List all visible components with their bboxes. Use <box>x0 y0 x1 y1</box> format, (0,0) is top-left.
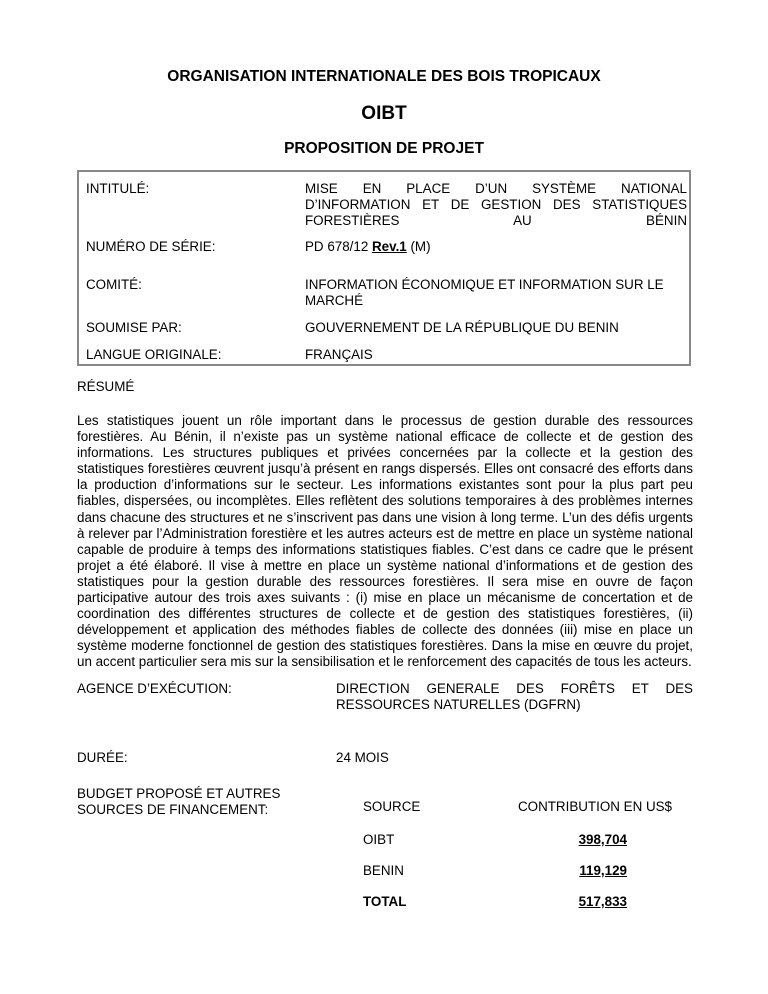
title-label: INTITULÉ: <box>86 181 150 196</box>
agency-line-1: DIRECTION GENERALE DES FORÊTS ET DES <box>336 681 693 696</box>
budget-label-line-2: SOURCES DE FINANCEMENT: <box>77 802 269 817</box>
duration-value: 24 MOIS <box>336 750 389 765</box>
committee-label: COMITÉ: <box>86 277 142 292</box>
summary-heading: RÉSUMÉ <box>77 379 135 394</box>
title-value: MISE EN PLACE D’UN SYSTÈME NATIONAL D’INFORMATION ET DE GESTION DES STATISTIQUES FORESTIÈRES AU BÉNIN <box>305 181 687 228</box>
summary-text: Les statistiques jouent un rôle important dans le processus de gestion durable des ressources forestières. Au Bénin, il n’existe pas un système national efficace de collecte et de gestion des informations. Les structures publiques et privées concernées par la collecte et la gestion des statistiques forestières œuvrent jusqu’à présent en rangs dispersés. Elles ont consacré des efforts dans la production d’informations sur le secteur. Les informations existantes sont pour la plus part peu fiables, dispersées, ou incomplètes. Elles reflètent des solutions temporaires à des problèmes internes dans chacune des structures et ne s’inscrivent pas dans une vision à long terme. L’un des défis urgents à relever par l’Administration forestière et les autres acteurs est de mettre en place un système national capable de produire à temps des informations statistiques fiables. C’est dans ce cadre que le présent projet a été élaboré. Il vise à mettre en place un système national d’informations et de gestion des statistiques pour la gestion durable des ressources forestières. Il sera mise en ouvre de façon participative autour des trois axes suivants : (i) mise en place un mécanisme de concertation et de coordination des différentes structures de collecte et de gestion des statistiques forestières, (ii) développement et application des méthodes fiables de collecte des données (iii) mise en place un système moderne fonctionnel de gestion des statistiques forestières. Dans la mise en œuvre du projet, un accent particulier sera mis sur la sensibilisation et le renforcement des capacités de tous les acteurs. <box>77 413 693 670</box>
language-value: FRANÇAIS <box>305 347 373 362</box>
budget-total-label: TOTAL <box>363 894 407 909</box>
language-label: LANGUE ORIGINALE: <box>86 347 222 362</box>
organization-title: ORGANISATION INTERNATIONALE DES BOIS TROPICAUX <box>167 68 601 85</box>
agency-value <box>336 681 693 713</box>
budget-amount: 119,129 <box>579 863 627 878</box>
budget-label <box>77 786 317 818</box>
budget-total-amount: 517,833 <box>578 894 627 909</box>
budget-amount: 398,704 <box>578 832 627 847</box>
serial-revision: Rev.1 <box>372 239 407 254</box>
agency-line-2: RESSOURCES NATURELLES (DGFRN) <box>336 697 581 712</box>
agency-label: AGENCE D’EXÉCUTION: <box>77 681 232 696</box>
budget-source: BENIN <box>363 863 404 878</box>
serial-suffix: (M) <box>406 239 431 254</box>
budget-source: OIBT <box>363 832 395 847</box>
source-column-header: SOURCE <box>363 799 421 814</box>
committee-value: INFORMATION ÉCONOMIQUE ET INFORMATION SUR LE MARCHÉ <box>305 277 664 308</box>
document-type: PROPOSITION DE PROJET <box>284 140 484 157</box>
serial-prefix: PD 678/12 <box>305 239 372 254</box>
serial-label: NUMÉRO DE SÉRIE: <box>86 239 216 254</box>
project-info-box <box>77 170 691 366</box>
submitted-label: SOUMISE PAR: <box>86 320 182 335</box>
submitted-value: GOUVERNEMENT DE LA RÉPUBLIQUE DU BENIN <box>305 320 619 335</box>
contribution-column-header: CONTRIBUTION EN US$ <box>518 799 673 814</box>
organization-acronym: OIBT <box>361 103 407 124</box>
duration-label: DURÉE: <box>77 750 128 765</box>
budget-label-line-1: BUDGET PROPOSÉ ET AUTRES <box>77 786 281 801</box>
serial-value <box>305 239 687 255</box>
